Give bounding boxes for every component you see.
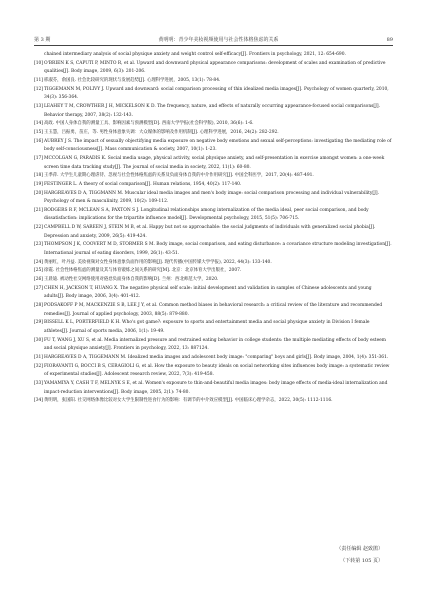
reference-number: [15]	[34, 129, 44, 135]
reference-number: [14]	[34, 121, 44, 127]
continued-note: （下转第 105 页）	[340, 558, 383, 564]
reference-text: 王晨迪. 被动性社交网络使用对倦怠负面身体自我的影响[D]. 兰州：西北师范大学，2020.	[44, 277, 219, 283]
reference-item	[34, 241, 393, 258]
reference-number: [24]	[34, 259, 44, 265]
reference-item	[34, 181, 393, 190]
reference-text: 王季萍. 大学生儿童期心理虐待、忽视与社会性体格焦虑的关系及负面身体自我的中介作用研究[J]. 中国全科医学，2017, 20(4): 487-491.	[44, 173, 314, 179]
reference-text: 邢淑芬，俞国良. 社会比较研究的现状与发展趋势[J]. 心理科学进展，2005, 13(1): 78-84.	[44, 77, 221, 83]
reference-item	[34, 207, 393, 224]
reference-text: 高政. 中国人身体自我的测量工具、影响因素与预测模型[D]. 西南大学学报(社会科学版), 2010, 36(6): 1-6.	[44, 121, 254, 127]
page-number: 89	[386, 37, 393, 43]
reference-number: [33]	[34, 380, 44, 386]
reference-item	[34, 129, 393, 138]
reference-text: AUBREY J S. The impact of sexually objectifying media exposure on negative body emotions and sexual self-perceptions: investigating the mediating role of body self-consciousness[J]. Mass communication & society, 2007, 10(1): 1-23.	[44, 138, 392, 153]
reference-item	[34, 337, 393, 354]
reference-number: [18]	[34, 173, 44, 179]
reference-item	[34, 51, 393, 60]
editor-note	[336, 543, 383, 567]
reference-number: [34]	[34, 398, 44, 404]
reference-item	[34, 354, 393, 363]
reference-text: CAMPBELL D W, SAREEN J, STEIN M B, et al. Happy but not so approachable: the social judgments of individuals with generalized social phobia[J]. Depression and anxiety, 2009, 26(5): 419-424.	[44, 225, 376, 239]
reference-item	[34, 302, 393, 319]
reference-number: [27]	[34, 285, 44, 291]
reference-text: HARGREAVES D A, TIGGMANN M. Muscular ideal media images and men's body image: social comparison processing and individual vulnerability[J]. Psychology of men & masculinity, 2009, 10(2): 109-112.	[44, 190, 379, 205]
reference-item	[34, 363, 393, 380]
reference-number: [16]	[34, 138, 44, 144]
issue-label: 第 3 期	[34, 37, 51, 43]
reference-text: TIGGEMANN M, POLIVY J. Upward and downward: social comparison processing of thin idealized media images[J]. Psychology of women quarterly, 2010, 34(3): 356-364.	[44, 86, 389, 101]
reference-number: [13]	[34, 103, 44, 109]
reference-text: THOMPSON J K, COOVERT M D, STORMER S M. Body image, social comparison, and eating disturbance: a covariance structure modeling investigation[J]. International journal of eating disorders, 1999, 26(1): 43-51.	[44, 242, 392, 257]
reference-text: BISSELL K L, PORTERFIELD K H. Who's got game?: exposure to sports and entertainment media and social physique anxiety in Division I female athletes[J]. Journal of sports media, 2006, 1(1): 19-49.	[44, 320, 370, 334]
reference-text: FESTINGER L. A theory of social comparison[J]. Human relations, 1954, 40(2): 117-140.	[44, 181, 242, 187]
reference-text: FIORAVANTI G, BOCCI B S, CERAGIOLI G, et al. How the exposure to beauty ideals on social networking sites influences body image: a systematic review of experimental studies[J]. Adolescent research review, 2022, 7(3): 419-458.	[44, 363, 390, 378]
reference-number: [10]	[34, 60, 44, 66]
reference-number: [28]	[34, 303, 44, 309]
reference-number: [30]	[34, 337, 44, 343]
reference-number: [32]	[34, 363, 44, 369]
reference-item	[34, 155, 393, 172]
reference-text: YAMAMIYA Y, CASH T F, MELNYK S E, et al. Women's exposure to thin-and-beautiful media images: body image effects of media-ideal internalization and impact-reduction interventions[J]. Body image, 2005, 2(1): 74-80.	[44, 380, 388, 395]
reference-item	[34, 103, 393, 120]
reference-number: [31]	[34, 354, 44, 360]
reference-text: RODGERS R F, MCLEAN S A, PAXTON S J. Longitudinal relationships among internalization of the media ideal, peer social comparison, and body dissatisfaction: implications for the tripartite influence model[J]. Developmental psychology, 2015, 51(5): 706-715.	[44, 207, 369, 222]
reference-text: FU T, WANG J, XU S, et al. Media internalized pressure and restrained eating behavior in college students: the multiple mediating effects of body esteem and social physique anxiety[J]. Frontiers in psychology, 2022, 13: 887124.	[44, 337, 386, 352]
reference-item	[34, 285, 393, 302]
reference-number: [21]	[34, 207, 44, 213]
reference-text: HARGREAVES D A, TIGGEMANN M. Idealized media images and adolescent body image: "comparing" boys and girls[J]. Body image, 2004, 1(4): 351-361.	[44, 354, 389, 360]
reference-item	[34, 397, 393, 406]
reference-text: 黄丽红，叶丹益. 美妆视频对女性身体意象负面作用的影响[J]. 现代传播(中国传媒大学学报), 2022, 44(3): 133-140.	[44, 259, 272, 265]
reference-text: MCCOLGAN G, PARADIS K. Social media usage, physical activity, social physique anxiety, and self-presentation in exercise amongst women: a one-week screen time data tracking study[J]. The journal of social media in society, 2022, 11(1): 60-80.	[44, 155, 385, 170]
reference-item	[34, 77, 393, 86]
reference-text: 王玉慧，吕振勇，苗庄，等. 男性身体意象失调：大众媒体的影响及作用机制[J]. 心理科学进展，2016, 24(2): 282-292.	[44, 129, 279, 135]
reference-item	[34, 138, 393, 155]
running-title: 黄明明：青少年美妆视频使用与社会性体格焦虑的关系	[158, 37, 279, 43]
reference-item	[34, 276, 393, 285]
reference-number: [20]	[34, 190, 44, 196]
reference-number: [17]	[34, 155, 44, 161]
reference-number: [12]	[34, 86, 44, 92]
reference-number: [29]	[34, 320, 44, 326]
reference-text: 黄明明，张国阳. 社交网络体像比较对女大学生限制性进食行为的影响：有调节的中介效应模型[J]. 中国临床心理学杂志，2022, 30(5): 1112-1116.	[44, 398, 333, 404]
reference-number: [11]	[34, 77, 44, 83]
reference-list	[34, 51, 393, 406]
header-rule	[34, 45, 393, 46]
reference-number: [25]	[34, 268, 44, 274]
reference-item	[34, 380, 393, 397]
reference-item	[34, 224, 393, 241]
reference-text: CHEN H, JACKSON T, HUANG X. The negative physical self scale: initial development and validation in samples of Chinese adolescents and young adults[J]. Body image, 2006, 3(4): 401-412.	[44, 285, 372, 300]
reference-text: O'BRIEN K S, CAPUTI P, MINTO R, et al. Upward and downward physical appearance comparisons: development of scales and examination of predictive qualities[J]. Body image, 2009, 6(3): 201-206.	[44, 60, 386, 75]
reference-item	[34, 190, 393, 207]
reference-item	[34, 267, 393, 276]
running-header	[34, 33, 393, 43]
reference-item	[34, 86, 393, 103]
responsible-editor: （责任编辑 赵致鹃）	[336, 546, 383, 552]
reference-item	[34, 319, 393, 336]
reference-item	[34, 259, 393, 268]
reference-item	[34, 60, 393, 77]
reference-number: [26]	[34, 277, 44, 283]
reference-item	[34, 172, 393, 181]
reference-number: [23]	[34, 242, 44, 248]
reference-number: [22]	[34, 225, 44, 231]
reference-number: [19]	[34, 181, 44, 187]
reference-text: chained intermediary analysis of social physique anxiety and weight control self-efficacy[J]. Frontiers in psychology, 2021, 12: 654-690.	[44, 52, 346, 57]
reference-text: LEAHEY T M, CROWTHER J H, MICKELSON K D. The frequency, nature, and effects of naturally occurring appearance-focused social comparisons[J]. Behavior therapy, 2007, 38(2): 132-143.	[44, 103, 380, 118]
reference-text: PODSAKOFF P M, MACKENZIE S B, LEE J Y, et al. Common method biases in behavioral research: a critical review of the literature and recommended remedies[J]. Journal of applied psychology, 2003, 88(5): 879-880.	[44, 303, 383, 317]
reference-item	[34, 120, 393, 129]
reference-text: 徐霞. 社会性体格焦虑的测量及其与体育锻炼之间关系的研究[M]. 北京：北京体育大学出版社，2007.	[44, 268, 242, 274]
